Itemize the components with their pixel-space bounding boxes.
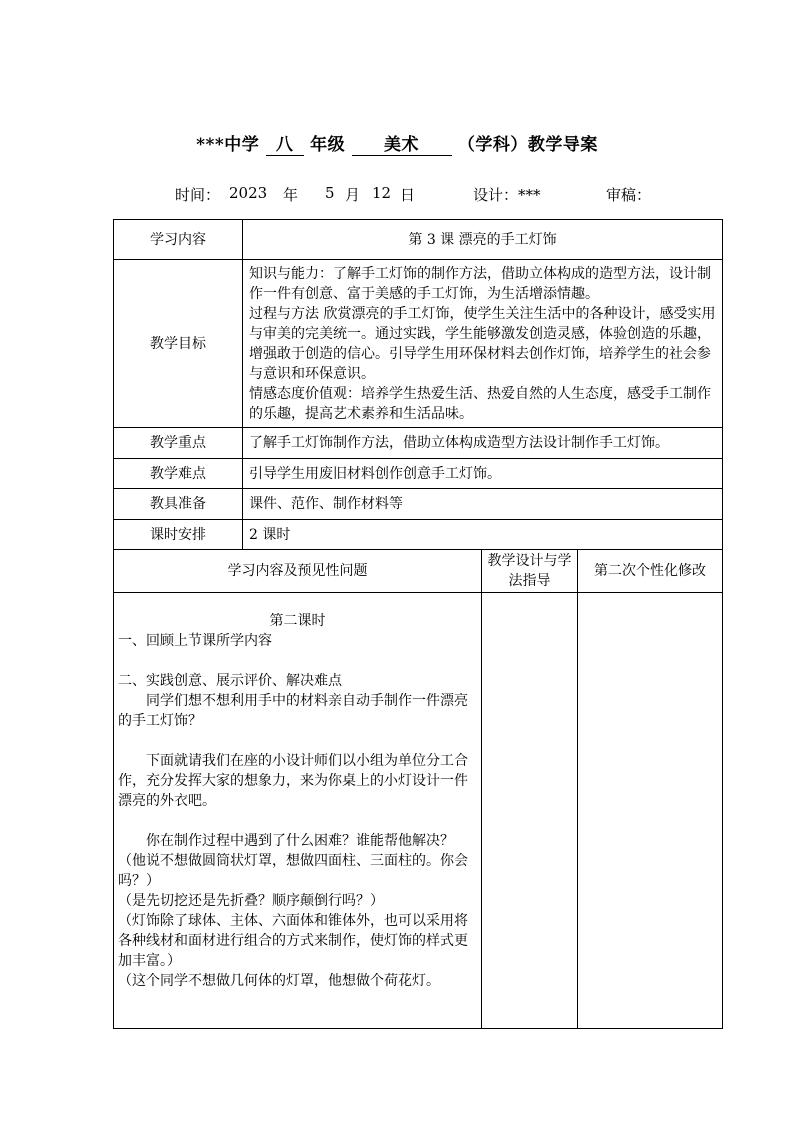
body-paragraph: （他说不想做圆筒状灯罩，想做四面柱、三面柱的。你会吗？） xyxy=(118,853,468,889)
table-header-row xyxy=(114,550,723,593)
revision-column-cell xyxy=(578,593,723,1029)
section-review: 一、回顾上节课所学内容 xyxy=(118,633,272,649)
grade-value: 八 xyxy=(266,130,304,156)
goal-attitude: 情感态度价值观：培养学生热爱生活、热爱自然的人生态度，感受手工制作的乐趣，提高艺术素养和生活品味。 xyxy=(249,385,711,422)
body-paragraph: （这个同学不想做几何体的灯罩，他想做个荷花灯。 xyxy=(118,973,440,989)
reviewer-label: 审稿： xyxy=(606,186,652,204)
table-row xyxy=(114,459,723,489)
key-points-value: 了解手工灯饰制作方法，借助立体构成造型方法设计制作手工灯饰。 xyxy=(243,428,723,459)
table-row xyxy=(114,220,723,260)
section-practice: 二、实践创意、展示评价、解决难点 xyxy=(118,673,342,689)
schedule-value: 2 课时 xyxy=(243,520,723,550)
subject-value: 美术 xyxy=(352,130,452,156)
title-suffix: （学科）教学导案 xyxy=(457,135,598,155)
designer-label: 设计：*** xyxy=(473,186,541,204)
column-header-revision: 第二次个性化修改 xyxy=(578,550,723,593)
body-paragraph: 同学们想不想利用手中的材料亲自动手制作一件漂亮的手工灯饰？ xyxy=(118,693,468,729)
lesson-period: 第二课时 xyxy=(269,613,326,629)
lesson-body xyxy=(114,593,482,1029)
teaching-goals-value xyxy=(243,260,723,428)
goal-process: 过程与方法 欣赏漂亮的手工灯饰，使学生关注生活中的各种设计，感受实用与审美的完美统一。通过实践，学生能够激发创造灵感，体验创造的乐趣，增强敢于创造的信心。引导学生用环保材料去创作灯饰，培养学生的社会参与意识和环保意识。 xyxy=(249,305,716,382)
row-label: 教学难点 xyxy=(114,459,243,489)
body-paragraph: 下面就请我们在座的小设计师们以小组为单位分工合作，充分发挥大家的想象力，来为你桌上的小灯设计一件漂亮的外衣吧。 xyxy=(118,753,468,809)
design-column-cell xyxy=(482,593,578,1029)
column-header-content: 学习内容及预见性问题 xyxy=(114,550,482,593)
day-value: 12 xyxy=(372,184,392,202)
lesson-content-value: 第 3 课 漂亮的手工灯饰 xyxy=(243,220,723,260)
lesson-plan-table xyxy=(113,219,723,1029)
month-value: 5 xyxy=(325,184,335,202)
table-row xyxy=(114,489,723,520)
table-row xyxy=(114,260,723,428)
goal-knowledge: 知识与能力：了解手工灯饰的制作方法，借助立体构成的造型方法，设计制作一件有创意、富于美感的手工灯饰，为生活增添情趣。 xyxy=(249,265,711,302)
table-row xyxy=(114,428,723,459)
row-label: 学习内容 xyxy=(114,220,243,260)
row-label: 课时安排 xyxy=(114,520,243,550)
school-name: ***中学 xyxy=(196,135,260,155)
materials-value: 课件、范作、制作材料等 xyxy=(243,489,723,520)
year-unit: 年 xyxy=(283,186,299,204)
body-paragraph: （是先切挖还是先折叠？顺序颠倒行吗？） xyxy=(118,893,384,909)
time-label: 时间： xyxy=(175,186,221,204)
row-label: 教具准备 xyxy=(114,489,243,520)
year-value: 2023 xyxy=(229,184,268,202)
body-paragraph: （灯饰除了球体、主体、六面体和锥体外，也可以采用将各种线材和面材进行组合的方式来制作，使灯饰的样式更加丰富。） xyxy=(118,913,468,969)
document-title xyxy=(0,130,794,156)
difficulties-value: 引导学生用废旧材料创作创意手工灯饰。 xyxy=(243,459,723,489)
table-row xyxy=(114,520,723,550)
month-unit: 月 xyxy=(345,186,361,204)
day-unit: 日 xyxy=(400,186,416,204)
row-label: 教学目标 xyxy=(114,260,243,428)
table-body-row xyxy=(114,593,723,1029)
grade-suffix: 年级 xyxy=(310,135,346,155)
column-header-design: 教学设计与学法指导 xyxy=(482,550,578,593)
row-label: 教学重点 xyxy=(114,428,243,459)
body-paragraph: 你在制作过程中遇到了什么困难？谁能帮他解决？ xyxy=(146,833,454,849)
